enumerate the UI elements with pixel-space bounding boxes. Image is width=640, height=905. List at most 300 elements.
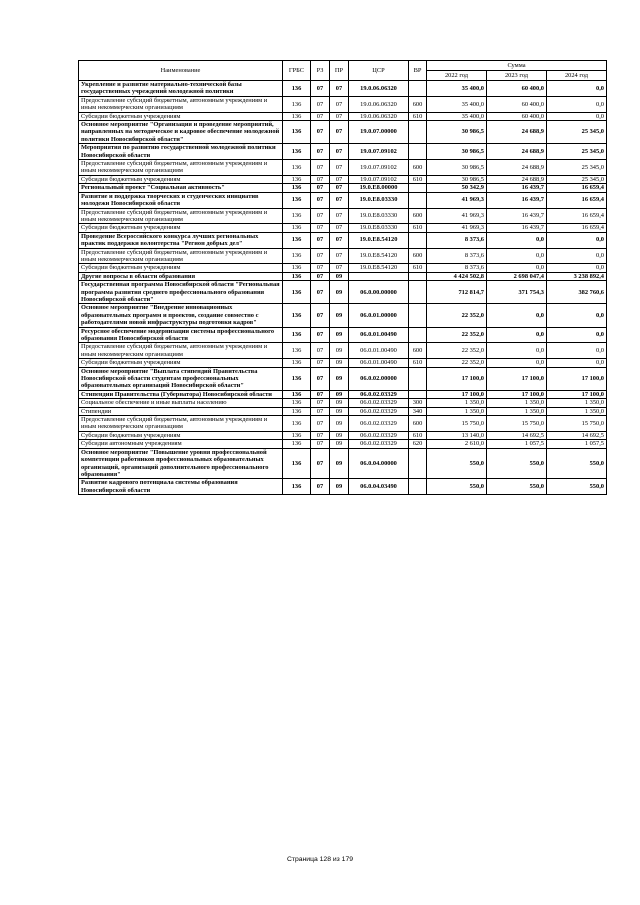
cell-sum-2023: 16 439,7	[487, 184, 547, 192]
table-row	[79, 272, 607, 280]
cell-name: Мероприятия по развитию государственной молодежной политики Новосибирской области	[79, 144, 283, 160]
cell-sum-2022: 1 350,0	[427, 399, 487, 407]
cell-sum-2023: 17 100,0	[487, 367, 547, 390]
cell-sum-2022: 30 986,5	[427, 160, 487, 176]
cell-grbs: 136	[283, 448, 311, 479]
table-row	[79, 359, 607, 367]
cell-rz: 07	[311, 175, 330, 183]
cell-sum-2023: 24 688,9	[487, 175, 547, 183]
cell-sum-2024: 0,0	[547, 96, 607, 112]
cell-sum-2023: 16 439,7	[487, 208, 547, 224]
cell-sum-2023: 60 400,0	[487, 96, 547, 112]
cell-grbs: 136	[283, 208, 311, 224]
cell-rz: 07	[311, 192, 330, 208]
cell-vr: 610	[409, 264, 427, 272]
cell-csr: 19.0.07.09102	[349, 175, 409, 183]
cell-sum-2023: 24 688,9	[487, 144, 547, 160]
cell-rz: 07	[311, 416, 330, 432]
cell-sum-2022: 41 969,3	[427, 224, 487, 232]
cell-rz: 07	[311, 343, 330, 359]
table-row	[79, 390, 607, 398]
cell-rz: 07	[311, 81, 330, 97]
cell-pr: 09	[330, 390, 349, 398]
cell-sum-2022: 712 814,7	[427, 281, 487, 304]
cell-sum-2024: 0,0	[547, 232, 607, 248]
cell-vr	[409, 367, 427, 390]
cell-sum-2023: 24 688,9	[487, 160, 547, 176]
cell-sum-2024: 0,0	[547, 264, 607, 272]
header-year-2023: 2023 год	[487, 71, 547, 81]
cell-pr: 09	[330, 272, 349, 280]
cell-vr: 610	[409, 431, 427, 439]
cell-sum-2023: 60 400,0	[487, 112, 547, 120]
cell-csr: 06.0.02.00000	[349, 367, 409, 390]
cell-sum-2024: 1 350,0	[547, 407, 607, 415]
cell-rz: 07	[311, 224, 330, 232]
cell-grbs: 136	[283, 479, 311, 495]
table-row	[79, 479, 607, 495]
cell-rz: 07	[311, 440, 330, 448]
cell-pr: 09	[330, 448, 349, 479]
cell-sum-2023: 1 350,0	[487, 407, 547, 415]
cell-grbs: 136	[283, 96, 311, 112]
cell-pr: 07	[330, 224, 349, 232]
budget-table-page	[78, 60, 606, 495]
cell-rz: 07	[311, 121, 330, 144]
cell-csr: 19.0.E8.03330	[349, 192, 409, 208]
cell-pr: 09	[330, 359, 349, 367]
cell-sum-2022: 550,0	[427, 448, 487, 479]
cell-vr: 610	[409, 359, 427, 367]
cell-sum-2022: 1 350,0	[427, 407, 487, 415]
cell-pr: 07	[330, 144, 349, 160]
cell-sum-2024: 16 659,4	[547, 224, 607, 232]
header-year-2022: 2022 год	[427, 71, 487, 81]
cell-sum-2023: 0,0	[487, 264, 547, 272]
cell-name: Развитие кадрового потенциала системы образования Новосибирской области	[79, 479, 283, 495]
cell-vr: 600	[409, 96, 427, 112]
cell-rz: 07	[311, 272, 330, 280]
cell-sum-2022: 30 986,5	[427, 144, 487, 160]
cell-sum-2022: 22 352,0	[427, 327, 487, 343]
cell-sum-2022: 35 400,0	[427, 112, 487, 120]
cell-grbs: 136	[283, 390, 311, 398]
cell-sum-2022: 30 986,5	[427, 121, 487, 144]
cell-vr	[409, 281, 427, 304]
cell-name: Развитие и поддержка творческих и студенческих инициатив молодежи Новосибирской области	[79, 192, 283, 208]
cell-grbs: 136	[283, 343, 311, 359]
cell-name: Предоставление субсидий бюджетным, автономным учреждениям и иным некоммерческим организациям	[79, 416, 283, 432]
cell-rz: 07	[311, 327, 330, 343]
cell-sum-2024: 0,0	[547, 327, 607, 343]
cell-csr: 06.0.02.03329	[349, 440, 409, 448]
cell-rz: 07	[311, 264, 330, 272]
table-row	[79, 121, 607, 144]
cell-sum-2024: 15 750,0	[547, 416, 607, 432]
cell-pr: 07	[330, 264, 349, 272]
cell-name: Предоставление субсидий бюджетным, автономным учреждениям и иным некоммерческим организациям	[79, 96, 283, 112]
cell-csr: 06.0.01.00490	[349, 359, 409, 367]
cell-sum-2024: 25 345,0	[547, 175, 607, 183]
cell-sum-2022: 17 100,0	[427, 367, 487, 390]
table-row	[79, 343, 607, 359]
cell-vr	[409, 121, 427, 144]
table-row	[79, 175, 607, 183]
cell-vr	[409, 184, 427, 192]
cell-grbs: 136	[283, 184, 311, 192]
cell-vr: 600	[409, 248, 427, 264]
cell-sum-2024: 25 345,0	[547, 160, 607, 176]
table-row	[79, 160, 607, 176]
cell-vr: 300	[409, 399, 427, 407]
table-body	[79, 81, 607, 495]
cell-vr	[409, 272, 427, 280]
cell-csr: 19.0.07.09102	[349, 144, 409, 160]
cell-rz: 07	[311, 160, 330, 176]
table-row	[79, 367, 607, 390]
cell-csr: 06.0.02.03329	[349, 390, 409, 398]
cell-name: Основное мероприятие "Повышение уровня профессиональной компетенции работников профессиональных образовательных организаций, организаций дополнительного профессионального образования"	[79, 448, 283, 479]
cell-name: Предоставление субсидий бюджетным, автономным учреждениям и иным некоммерческим организациям	[79, 343, 283, 359]
cell-rz: 07	[311, 359, 330, 367]
cell-name: Основное мероприятие "Выплата стипендий Правительства Новосибирской области студентам профессиональных образовательных организаций Новосибирской области"	[79, 367, 283, 390]
cell-sum-2024: 17 100,0	[547, 390, 607, 398]
cell-sum-2022: 41 969,3	[427, 208, 487, 224]
cell-name: Социальное обеспечение и иные выплаты населению	[79, 399, 283, 407]
cell-sum-2024: 0,0	[547, 304, 607, 327]
cell-vr: 610	[409, 224, 427, 232]
cell-csr: 19.0.06.06320	[349, 112, 409, 120]
cell-sum-2022: 8 373,6	[427, 232, 487, 248]
cell-sum-2022: 17 100,0	[427, 390, 487, 398]
cell-sum-2023: 0,0	[487, 304, 547, 327]
cell-rz: 07	[311, 144, 330, 160]
cell-grbs: 136	[283, 112, 311, 120]
cell-name: Укрепление и развитие материально-технической базы государственных учреждений молодежной политики	[79, 81, 283, 97]
cell-grbs: 136	[283, 248, 311, 264]
page-number: Страница 128 из 179	[286, 856, 354, 863]
cell-sum-2024: 0,0	[547, 112, 607, 120]
header-csr: ЦСР	[349, 61, 409, 81]
table-row	[79, 81, 607, 97]
cell-rz: 07	[311, 367, 330, 390]
cell-grbs: 136	[283, 144, 311, 160]
cell-sum-2022: 35 400,0	[427, 81, 487, 97]
cell-vr	[409, 327, 427, 343]
cell-sum-2024: 3 238 892,4	[547, 272, 607, 280]
cell-pr: 07	[330, 121, 349, 144]
cell-vr	[409, 144, 427, 160]
cell-grbs: 136	[283, 264, 311, 272]
cell-vr: 600	[409, 160, 427, 176]
cell-sum-2024: 16 659,4	[547, 192, 607, 208]
cell-rz: 07	[311, 304, 330, 327]
cell-grbs: 136	[283, 192, 311, 208]
table-row	[79, 184, 607, 192]
cell-sum-2023: 17 100,0	[487, 390, 547, 398]
table-row	[79, 208, 607, 224]
header-rz: РЗ	[311, 61, 330, 81]
cell-pr: 07	[330, 96, 349, 112]
cell-name: Субсидии бюджетным учреждениям	[79, 264, 283, 272]
cell-csr: 19.0.E8.03330	[349, 224, 409, 232]
cell-pr: 07	[330, 184, 349, 192]
cell-grbs: 136	[283, 416, 311, 432]
cell-name: Предоставление субсидий бюджетным, автономным учреждениям и иным некоммерческим организациям	[79, 248, 283, 264]
header-grbs: ГРБС	[283, 61, 311, 81]
cell-rz: 07	[311, 479, 330, 495]
cell-sum-2023: 0,0	[487, 232, 547, 248]
cell-csr: 06.0.00.00000	[349, 281, 409, 304]
cell-pr: 07	[330, 160, 349, 176]
table-row	[79, 281, 607, 304]
cell-pr: 09	[330, 440, 349, 448]
cell-sum-2024: 1 057,5	[547, 440, 607, 448]
cell-grbs: 136	[283, 367, 311, 390]
cell-sum-2024: 25 345,0	[547, 121, 607, 144]
header-vr: ВР	[409, 61, 427, 81]
cell-sum-2022: 2 610,0	[427, 440, 487, 448]
table-row	[79, 144, 607, 160]
cell-vr: 620	[409, 440, 427, 448]
table-row	[79, 248, 607, 264]
cell-vr: 610	[409, 175, 427, 183]
cell-pr: 07	[330, 208, 349, 224]
cell-grbs: 136	[283, 440, 311, 448]
cell-sum-2022: 8 373,6	[427, 248, 487, 264]
cell-vr	[409, 192, 427, 208]
cell-grbs: 136	[283, 281, 311, 304]
table-row	[79, 192, 607, 208]
cell-vr: 610	[409, 112, 427, 120]
cell-pr: 07	[330, 175, 349, 183]
cell-grbs: 136	[283, 160, 311, 176]
cell-sum-2024: 382 760,6	[547, 281, 607, 304]
cell-sum-2023: 2 698 047,4	[487, 272, 547, 280]
cell-vr: 600	[409, 416, 427, 432]
cell-csr: 06.0.01.00490	[349, 343, 409, 359]
cell-pr: 09	[330, 479, 349, 495]
cell-rz: 07	[311, 399, 330, 407]
table-row	[79, 431, 607, 439]
budget-table	[78, 60, 607, 495]
cell-grbs: 136	[283, 272, 311, 280]
cell-sum-2022: 50 342,9	[427, 184, 487, 192]
cell-sum-2022: 41 969,3	[427, 192, 487, 208]
cell-sum-2024: 16 659,4	[547, 208, 607, 224]
cell-csr: 06.0.04.03490	[349, 479, 409, 495]
cell-csr: 06.0.02.03329	[349, 399, 409, 407]
cell-grbs: 136	[283, 121, 311, 144]
cell-vr: 600	[409, 343, 427, 359]
cell-vr	[409, 304, 427, 327]
cell-name: Предоставление субсидий бюджетным, автономным учреждениям и иным некоммерческим организациям	[79, 160, 283, 176]
table-row	[79, 440, 607, 448]
cell-pr: 09	[330, 343, 349, 359]
cell-pr: 07	[330, 81, 349, 97]
cell-name: Субсидии бюджетным учреждениям	[79, 175, 283, 183]
cell-sum-2022: 4 424 502,8	[427, 272, 487, 280]
cell-sum-2023: 15 750,0	[487, 416, 547, 432]
cell-name: Субсидии бюджетным учреждениям	[79, 112, 283, 120]
cell-sum-2023: 371 754,3	[487, 281, 547, 304]
table-row	[79, 96, 607, 112]
cell-sum-2023: 0,0	[487, 343, 547, 359]
cell-pr: 09	[330, 407, 349, 415]
cell-sum-2023: 16 439,7	[487, 224, 547, 232]
cell-sum-2022: 22 352,0	[427, 359, 487, 367]
cell-grbs: 136	[283, 359, 311, 367]
cell-rz: 07	[311, 232, 330, 248]
cell-sum-2024: 14 692,5	[547, 431, 607, 439]
cell-vr	[409, 81, 427, 97]
cell-grbs: 136	[283, 327, 311, 343]
cell-name: Ресурсное обеспечение модернизации системы профессионального образования Новосибирской области	[79, 327, 283, 343]
cell-grbs: 136	[283, 431, 311, 439]
table-row	[79, 327, 607, 343]
header-year-2024: 2024 год	[547, 71, 607, 81]
cell-name: Основное мероприятие "Внедрение инновационных образовательных программ и проектов, создание совместно с работодателями новой инфраструктуры подготовки кадров"	[79, 304, 283, 327]
header-sum: Сумма	[427, 61, 607, 71]
cell-rz: 07	[311, 281, 330, 304]
cell-grbs: 136	[283, 304, 311, 327]
cell-rz: 07	[311, 448, 330, 479]
cell-csr: 06.0.01.00490	[349, 327, 409, 343]
cell-pr: 07	[330, 248, 349, 264]
cell-vr	[409, 390, 427, 398]
cell-name: Основное мероприятие "Организация и проведение мероприятий, направленных на методическое и кадровое обеспечение молодежной политики Новосибирской области"	[79, 121, 283, 144]
cell-grbs: 136	[283, 407, 311, 415]
cell-name: Стипендии Правительства (Губернатора) Новосибирской области	[79, 390, 283, 398]
cell-vr: 340	[409, 407, 427, 415]
cell-vr	[409, 232, 427, 248]
cell-name: Предоставление субсидий бюджетным, автономным учреждениям и иным некоммерческим организациям	[79, 208, 283, 224]
cell-csr: 06.0.04.00000	[349, 448, 409, 479]
cell-sum-2022: 30 986,5	[427, 175, 487, 183]
cell-name: Другие вопросы в области образования	[79, 272, 283, 280]
cell-csr: 19.0.06.06320	[349, 81, 409, 97]
cell-sum-2022: 13 140,0	[427, 431, 487, 439]
cell-csr: 19.0.07.00000	[349, 121, 409, 144]
table-row	[79, 407, 607, 415]
cell-vr	[409, 479, 427, 495]
cell-pr: 09	[330, 367, 349, 390]
cell-csr: 19.0.07.09102	[349, 160, 409, 176]
cell-name: Субсидии бюджетным учреждениям	[79, 224, 283, 232]
cell-name: Стипендии	[79, 407, 283, 415]
table-row	[79, 224, 607, 232]
cell-name: Проведение Всероссийского конкурса лучших региональных практик поддержки волонтерства "Регион добрых дел"	[79, 232, 283, 248]
cell-sum-2024: 0,0	[547, 248, 607, 264]
cell-sum-2022: 22 352,0	[427, 343, 487, 359]
cell-sum-2023: 0,0	[487, 359, 547, 367]
cell-vr	[409, 448, 427, 479]
table-row	[79, 448, 607, 479]
cell-pr: 07	[330, 112, 349, 120]
cell-csr: 19.0.E8.54120	[349, 248, 409, 264]
cell-sum-2023: 0,0	[487, 248, 547, 264]
header-pr: ПР	[330, 61, 349, 81]
cell-csr	[349, 272, 409, 280]
cell-sum-2023: 24 688,9	[487, 121, 547, 144]
cell-rz: 07	[311, 407, 330, 415]
cell-pr: 07	[330, 192, 349, 208]
cell-grbs: 136	[283, 399, 311, 407]
cell-csr: 19.0.06.06320	[349, 96, 409, 112]
cell-sum-2022: 550,0	[427, 479, 487, 495]
cell-pr: 09	[330, 416, 349, 432]
cell-sum-2023: 16 439,7	[487, 192, 547, 208]
cell-sum-2022: 22 352,0	[427, 304, 487, 327]
table-row	[79, 416, 607, 432]
cell-pr: 09	[330, 281, 349, 304]
cell-name: Государственная программа Новосибирской области "Региональная программа развития среднего профессионального образования Новосибирской области"	[79, 281, 283, 304]
cell-csr: 19.0.E8.54120	[349, 232, 409, 248]
table-header	[79, 61, 607, 81]
cell-pr: 09	[330, 327, 349, 343]
cell-sum-2023: 60 400,0	[487, 81, 547, 97]
table-row	[79, 399, 607, 407]
cell-name: Региональный проект "Социальная активность"	[79, 184, 283, 192]
cell-csr: 19.0.E8.00000	[349, 184, 409, 192]
cell-name: Субсидии автономным учреждениям	[79, 440, 283, 448]
table-row	[79, 304, 607, 327]
cell-sum-2023: 1 350,0	[487, 399, 547, 407]
cell-csr: 19.0.E8.03330	[349, 208, 409, 224]
cell-rz: 07	[311, 184, 330, 192]
cell-sum-2024: 25 345,0	[547, 144, 607, 160]
cell-sum-2024: 1 350,0	[547, 399, 607, 407]
cell-csr: 19.0.E8.54120	[349, 264, 409, 272]
cell-rz: 07	[311, 390, 330, 398]
cell-vr: 600	[409, 208, 427, 224]
cell-pr: 07	[330, 232, 349, 248]
cell-rz: 07	[311, 96, 330, 112]
table-row	[79, 112, 607, 120]
cell-grbs: 136	[283, 232, 311, 248]
cell-grbs: 136	[283, 175, 311, 183]
cell-rz: 07	[311, 431, 330, 439]
cell-rz: 07	[311, 112, 330, 120]
cell-grbs: 136	[283, 224, 311, 232]
cell-sum-2024: 0,0	[547, 343, 607, 359]
cell-sum-2022: 8 373,6	[427, 264, 487, 272]
cell-sum-2024: 550,0	[547, 448, 607, 479]
table-row	[79, 232, 607, 248]
cell-csr: 06.0.02.03329	[349, 431, 409, 439]
cell-sum-2024: 0,0	[547, 81, 607, 97]
cell-pr: 09	[330, 431, 349, 439]
cell-name: Субсидии бюджетным учреждениям	[79, 431, 283, 439]
cell-sum-2023: 0,0	[487, 327, 547, 343]
cell-sum-2024: 17 100,0	[547, 367, 607, 390]
cell-sum-2022: 35 400,0	[427, 96, 487, 112]
cell-sum-2024: 550,0	[547, 479, 607, 495]
header-name: Наименование	[79, 61, 283, 81]
cell-name: Субсидии бюджетным учреждениям	[79, 359, 283, 367]
cell-sum-2022: 15 750,0	[427, 416, 487, 432]
cell-csr: 06.0.01.00000	[349, 304, 409, 327]
cell-sum-2024: 16 659,4	[547, 184, 607, 192]
cell-sum-2023: 14 692,5	[487, 431, 547, 439]
cell-sum-2023: 1 057,5	[487, 440, 547, 448]
cell-rz: 07	[311, 248, 330, 264]
cell-sum-2023: 550,0	[487, 448, 547, 479]
cell-sum-2023: 550,0	[487, 479, 547, 495]
cell-pr: 09	[330, 399, 349, 407]
cell-csr: 06.0.02.03329	[349, 416, 409, 432]
cell-pr: 09	[330, 304, 349, 327]
